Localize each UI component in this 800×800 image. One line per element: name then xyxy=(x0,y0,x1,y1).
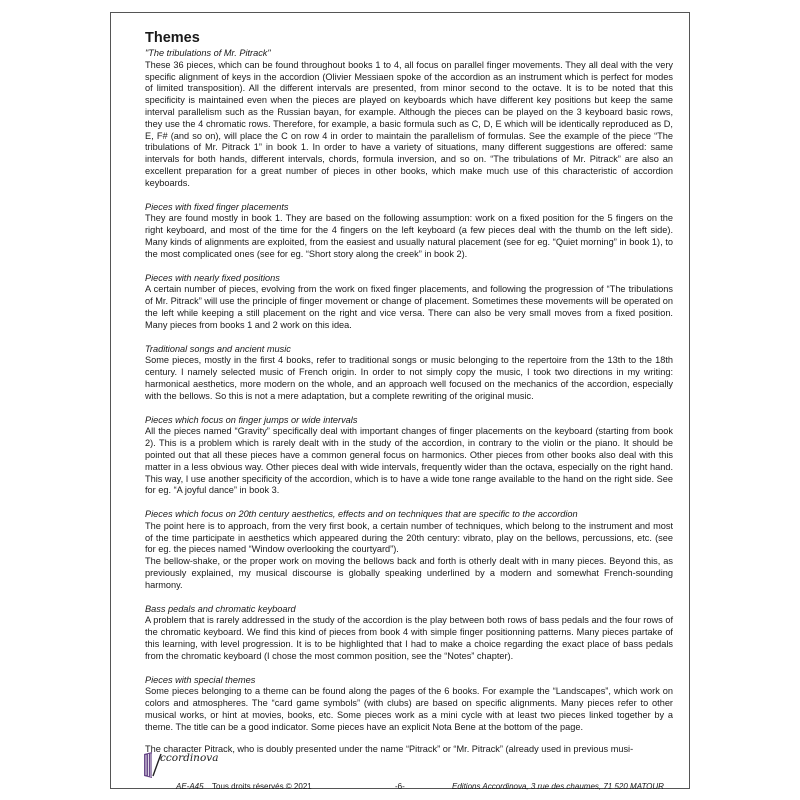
section-gap xyxy=(145,403,673,415)
section-paragraph: All the pieces named “Gravity” specifically deal with important changes of finger placements on the keyboard (starting from book 2). This is a problem which is rarely dealt with in the study of the accordion, in contrary to the violin or the piano. It should be pointed out that all these pieces have a common general focus on harmonics. Other pieces from other books also deal with this matter in a less obvious way. Other pieces deal with wide intervals, frequently wider than the octava, especially on the right hand. This way, I use another specificity of the accordion, which is to have a wide tone range available to the hand on the right side. See for eg. “A joyful dance” in book 3. xyxy=(145,426,673,496)
section-paragraph: These 36 pieces, which can be found throughout books 1 to 4, all focus on parallel finger movements. They all deal with the very specific alignment of keys in the accordion (Olivier Messiaen spoke of the accordion as an instrument which is perfect for modes of limited transposition). All the different intervals are presented, from minor second to the octave. It is to be noted that this specificity is maintained even when the pieces are played on keyboards which have different key positions but keep the same interval parallelism such as the Russian bayan, for example. Although the pieces can be played on the 3 keyboard basic rows, they use the 4 chromatic rows. Therefore, for example, a basic formula such as C, D, E which will be identically reproduced as D, E, F# (and so on), will place the C on row 4 in order to maintain the parallelism of formulas. See the example of the piece “The tribulations of Mr. Pitrack 1” in book 1. In order to have a variety of situations, many different suggestions are offered: same intervals for both hands, different intervals, chords, formula inversion, and so on. “The tribulations of Mr. Pitrack” are also an excellent preparation for a great number of pieces in other books, which make much use of this characteristic of accordion keyboards. xyxy=(145,59,673,188)
section-gap xyxy=(145,190,673,202)
section-heading: Pieces with fixed finger placements xyxy=(145,201,289,212)
accordion-icon xyxy=(142,750,162,780)
section-heading: Pieces which focus on finger jumps or wide intervals xyxy=(145,414,358,425)
section-paragraph: The bellow-shake, or the proper work on moving the bellows back and forth is otherly dealt with in many pieces. Beyond this, as previously explained, my musical discourse is globally speaking underlined by a modern and somewhat French-sounding harmony. xyxy=(145,556,673,590)
accordinova-logo xyxy=(142,750,219,782)
section-gap xyxy=(145,332,673,344)
section-paragraph: A certain number of pieces, evolving from the work on fixed finger placements, and following the progression of “The tribulations of Mr. Pitrack” will use the principle of finger movement or change of placement. Sometimes these movements will be operated on the left while keeping a still placement on the right and vice versa. There can also be very small moves from a fixed position. Many pieces from books 1 and 2 work on this idea. xyxy=(145,284,673,330)
section-gap xyxy=(145,497,673,509)
footer-publisher: Editions Accordinova, 3 rue des chaumes, 71 520 MATOUR xyxy=(452,782,664,791)
section-gap xyxy=(145,261,673,273)
section-gap xyxy=(145,592,673,604)
footer-code: AE-A45 xyxy=(176,782,204,791)
section-heading: Traditional songs and ancient music xyxy=(145,343,291,354)
sections-container xyxy=(145,48,673,734)
section-paragraph: A problem that is rarely addressed in the study of the accordion is the play between both rows of bass pedals and the four rows of the chromatic keyboard. We find this kind of pieces from book 4 with simple finger positionning patterns. Many pieces partake of this learning, with level progression. It is to be highlighted that I had to make a choice regarding the exact place of bass pedals from the chromatic keyboard (I chose the most common position, see the “Notes” chapter). xyxy=(145,615,673,661)
closing-line: The character Pitrack, who is doubly presented under the name “Pitrack” or “Mr. Pitrack” (already used in previous musi- xyxy=(145,743,634,754)
section-paragraph: Some pieces belonging to a theme can be found along the pages of the 6 books. For example the “Landscapes”, which work on colors and atmospheres. The “card game symbols” (with clubs) are based on specific alignments. Many pieces refer to other musical works, or hint at movies, books, etc. Some pieces work as a mini cycle with at least two pieces linked together by a theme. The title can be a good indicator. Some pieces have an explicit Nota Bene at the bottom of the page. xyxy=(145,686,673,732)
section-heading: Bass pedals and chromatic keyboard xyxy=(145,603,296,614)
logo-text: ccordinova xyxy=(160,752,219,764)
section-heading: Pieces which focus on 20th century aesthetics, effects and on techniques that are specific to the accordion xyxy=(145,509,578,520)
section-heading: Pieces with special themes xyxy=(145,674,256,685)
section-heading: "The tribulations of Mr. Pitrack" xyxy=(145,48,271,58)
footer-page-number: -6- xyxy=(395,782,405,791)
page-title: Themes xyxy=(145,30,200,46)
footer-rights: Tous droits réservés © 2021 xyxy=(212,782,312,791)
page-content xyxy=(145,30,673,755)
section-gap xyxy=(145,663,673,675)
section-paragraph: The point here is to approach, from the very first book, a certain number of techniques, which belong to the instrument and most of the time participate in aesthetics which appeared during the 20th century: vibrato, play on the bellows, percussions, etc. (see for eg. the pieces named “Window overlooking the courtyard”). xyxy=(145,520,673,555)
section-paragraph: Some pieces, mostly in the first 4 books, refer to traditional songs or music belonging to the repertoire from the 13th to the 18th century. I namely selected music of French origin. In order to not simply copy the music, I took two directions in my writing: harmonical aesthetics, more modern on the whole, and an approach well focused on the mechanics of the accordion, especially with the bellows. So this is not a mere adaptation, but a complete rewriting of the original music. xyxy=(145,355,673,401)
section-paragraph: They are found mostly in book 1. They are based on the following assumption: work on a fixed position for the 5 fingers on the right keyboard, and most of the time for the 4 fingers on the left keyboard (a few pieces deal with the thumb on the left side). Many kinds of alignments are exploited, from the easiest and usually natural placement (see for eg. “Quiet morning” in book 1), to the most complicated ones (see for eg. “Short story along the creek” in book 2). xyxy=(145,213,673,259)
section-heading: Pieces with nearly fixed positions xyxy=(145,272,280,283)
